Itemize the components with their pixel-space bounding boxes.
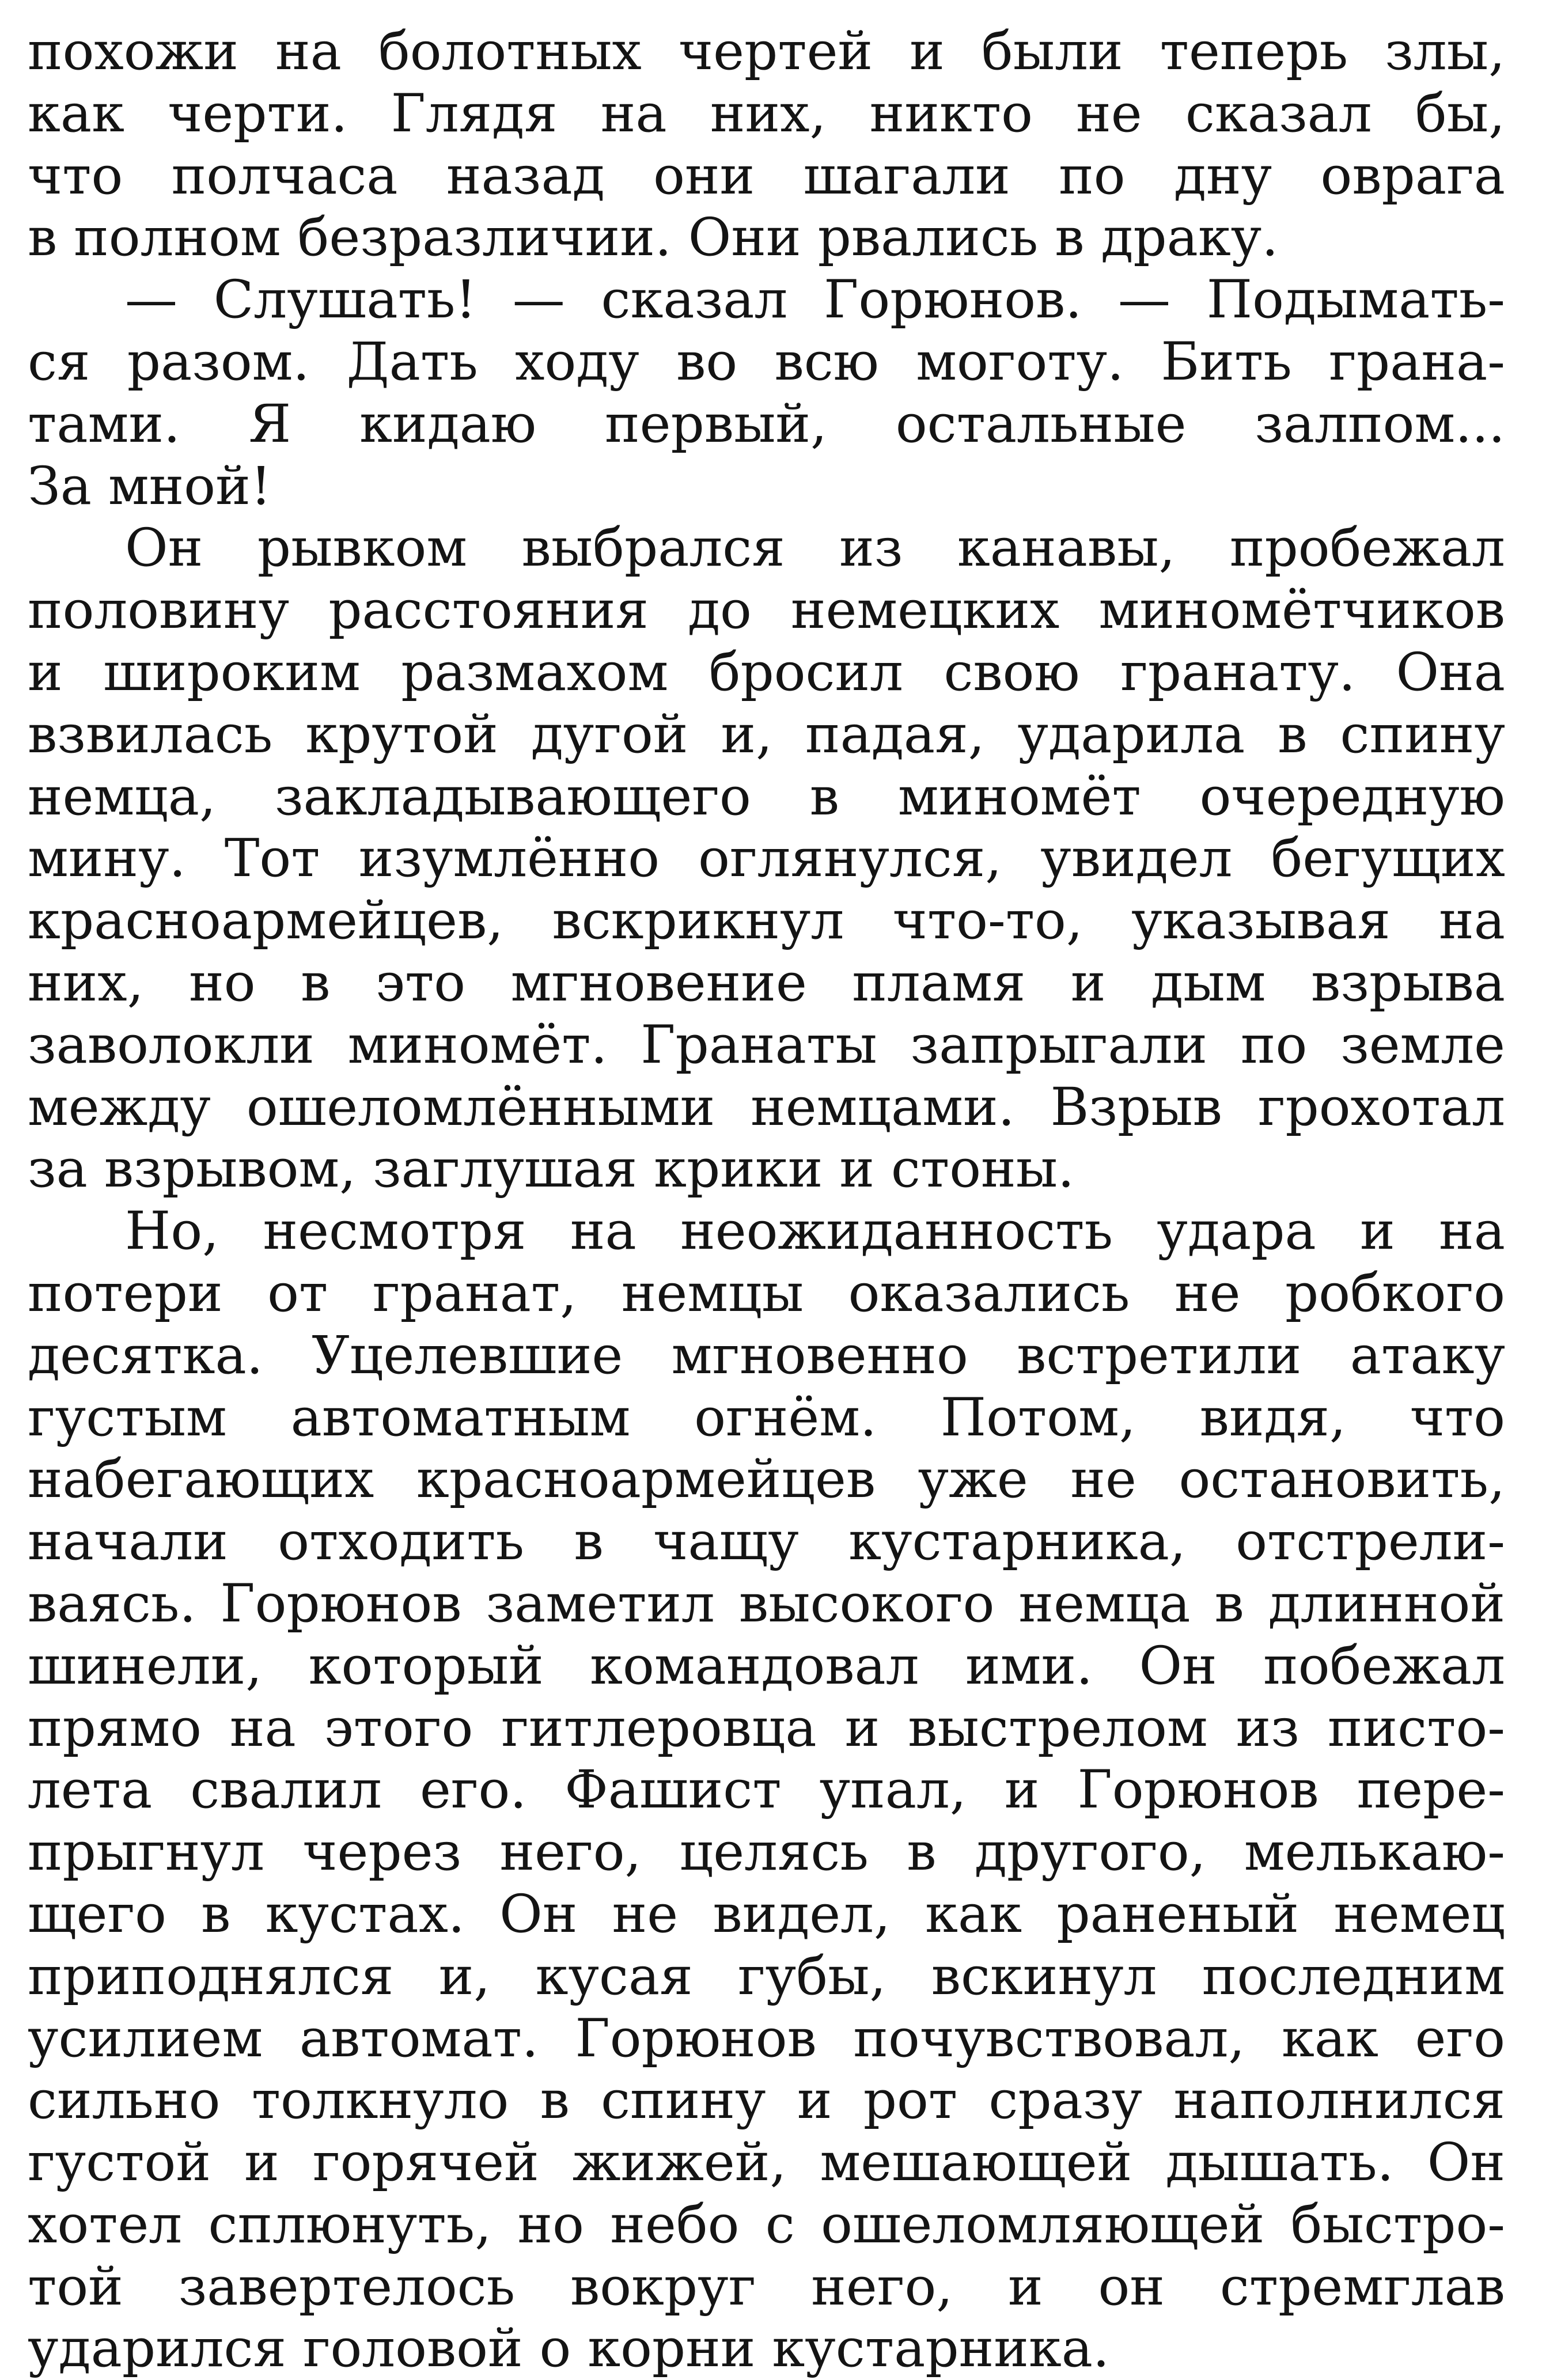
paragraph	[28, 517, 1505, 1200]
text-line: хотел сплюнуть, но небо с ошеломляющей быстро-	[28, 2194, 1505, 2255]
text-line: них, но в это мгновение пламя и дым взрыва	[28, 952, 1505, 1013]
text-line: как черти. Глядя на них, никто не сказал бы,	[28, 83, 1505, 144]
text-line: и широким размахом бросил свою гранату. Она	[28, 642, 1505, 703]
text-line: потери от гранат, немцы оказались не робкого	[28, 1263, 1505, 1324]
text-line: Он рывком выбрался из канавы, пробежал	[125, 518, 1505, 579]
text-line: усилием автомат. Горюнов почувствовал, как его	[28, 2008, 1505, 2069]
paragraph	[28, 21, 1505, 269]
text-line: что полчаса назад они шагали по дну оврага	[28, 145, 1505, 206]
text-body	[28, 21, 1505, 2380]
text-line: За мной!	[28, 456, 272, 517]
text-line: за взрывом, заглушая крики и стоны.	[28, 1139, 1075, 1200]
text-line: десятка. Уцелевшие мгновенно встретили атаку	[28, 1325, 1505, 1386]
text-line: между ошеломлёнными немцами. Взрыв грохотал	[28, 1077, 1505, 1138]
text-line: густой и горячей жижей, мешающей дышать. Он	[28, 2132, 1505, 2193]
text-line: той завертелось вокруг него, и он стремглав	[28, 2256, 1505, 2317]
text-line: набегающих красноармейцев уже не остановить,	[28, 1449, 1505, 1510]
text-line: ся разом. Дать ходу во всю моготу. Бить грана-	[28, 331, 1505, 392]
text-line: приподнялся и, кусая губы, вскинул последним	[28, 1946, 1505, 2007]
paragraph	[28, 269, 1505, 517]
text-line: ваясь. Горюнов заметил высокого немца в длинной	[28, 1573, 1505, 1634]
text-line: щего в кустах. Он не видел, как раненый немец	[28, 1883, 1505, 1945]
text-line: прямо на этого гитлеровца и выстрелом из писто-	[28, 1697, 1505, 1759]
text-line: красноармейцев, вскрикнул что-то, указывая на	[28, 890, 1505, 952]
text-line: лета свалил его. Фашист упал, и Горюнов пере-	[28, 1760, 1505, 1821]
text-line: шинели, который командовал ими. Он побежал	[28, 1635, 1505, 1696]
text-line: начали отходить в чащу кустарника, отстрели-	[28, 1511, 1505, 1572]
text-line: прыгнул через него, целясь в другого, мелькаю-	[28, 1822, 1505, 1883]
text-line: в полном безразличии. Они рвались в драку.	[28, 207, 1279, 268]
text-line: сильно толкнуло в спину и рот сразу наполнился	[28, 2070, 1505, 2131]
text-line: густым автоматным огнём. Потом, видя, что	[28, 1387, 1505, 1448]
text-line: — Слушать! — сказал Горюнов. — Подымать-	[125, 270, 1505, 331]
book-page	[28, 21, 1505, 2380]
text-line: Но, несмотря на неожиданность удара и на	[125, 1201, 1505, 1262]
text-line: немца, закладывающего в миномёт очередную	[28, 766, 1505, 827]
text-line: ударился головой о корни кустарника.	[28, 2318, 1109, 2379]
text-line: взвилась крутой дугой и, падая, ударила в спину	[28, 704, 1505, 765]
text-line: тами. Я кидаю первый, остальные залпом...	[28, 393, 1505, 454]
text-line: похожи на болотных чертей и были теперь злы,	[28, 21, 1505, 82]
text-line: половину расстояния до немецких миномётчиков	[28, 580, 1505, 641]
text-line: мину. Тот изумлённо оглянулся, увидел бегущих	[28, 828, 1505, 889]
text-line: заволокли миномёт. Гранаты запрыгали по земле	[28, 1014, 1505, 1075]
paragraph	[28, 1200, 1505, 2380]
